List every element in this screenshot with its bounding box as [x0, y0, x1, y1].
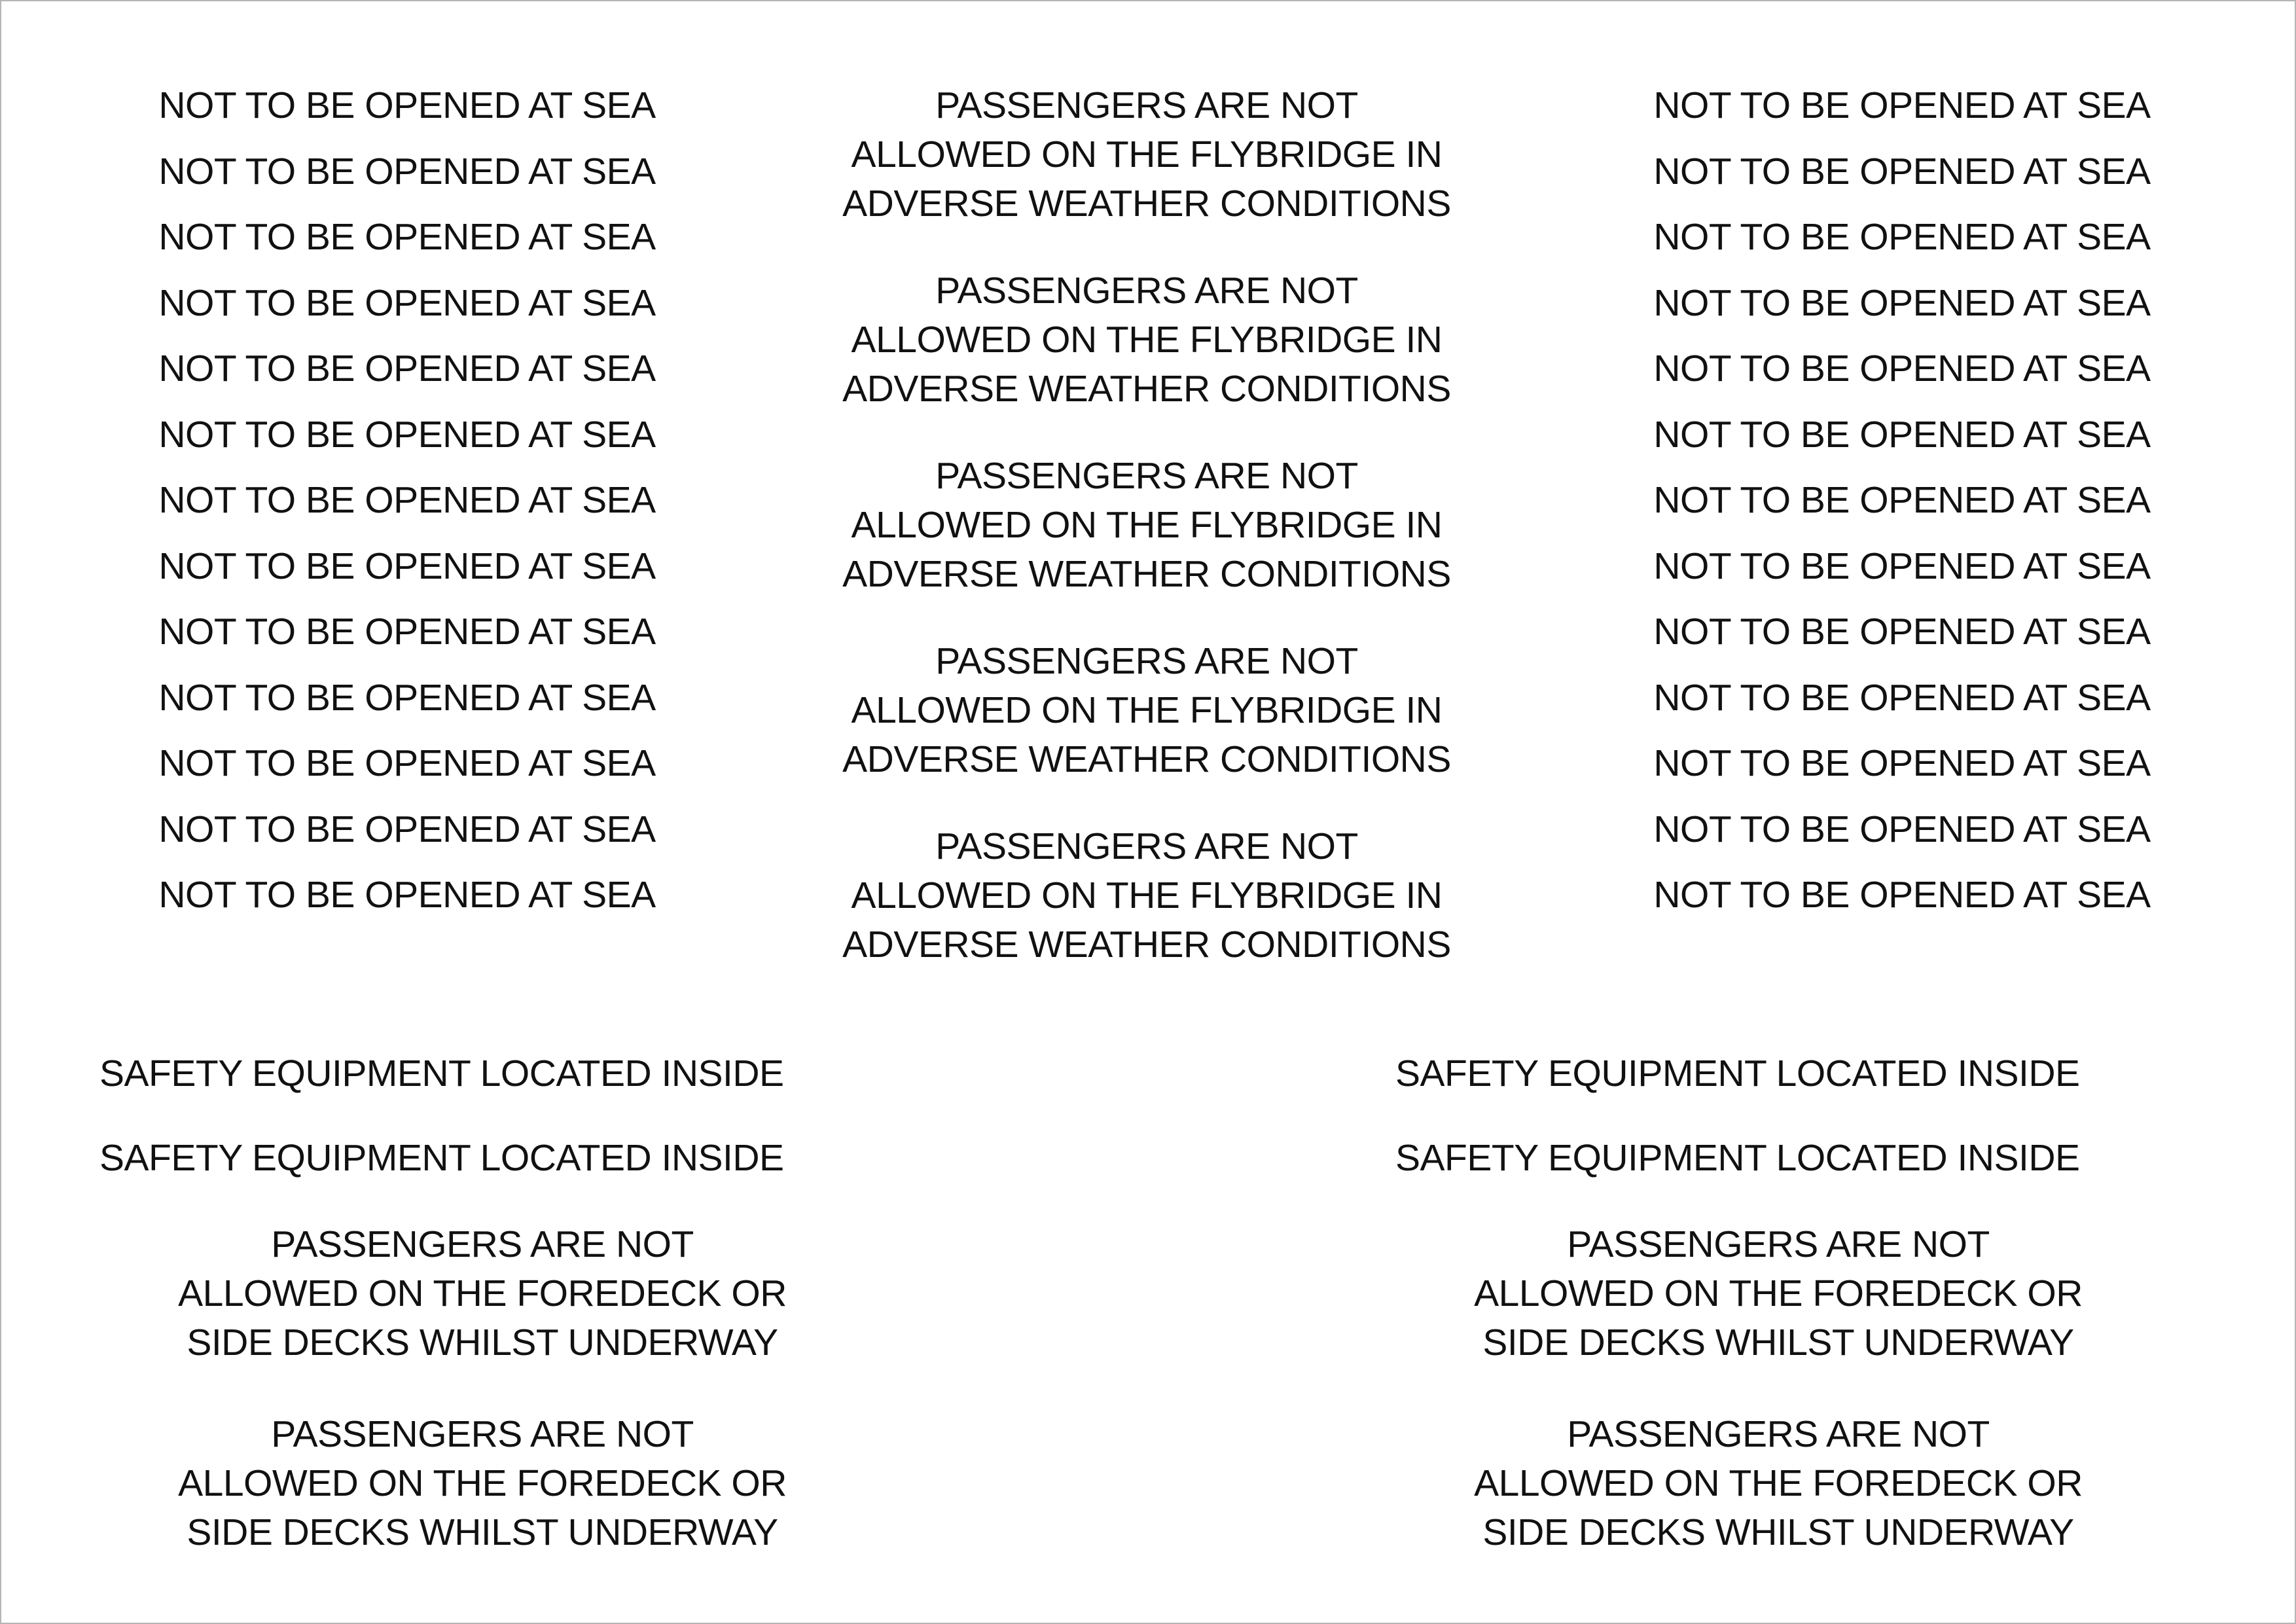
- flybridge-label-line: ADVERSE WEATHER CONDITIONS: [842, 183, 1451, 225]
- foredeck-label: [99, 1410, 865, 1600]
- safety-labels-left: [99, 1049, 784, 1218]
- sea-label: NOT TO BE OPENED AT SEA: [158, 348, 656, 389]
- sea-label: NOT TO BE OPENED AT SEA: [158, 216, 656, 258]
- flybridge-label-line: ALLOWED ON THE FLYBRIDGE IN: [851, 875, 1443, 916]
- sea-label: NOT TO BE OPENED AT SEA: [1653, 150, 2151, 192]
- sea-label: NOT TO BE OPENED AT SEA: [1653, 676, 2151, 719]
- flybridge-label-line: PASSENGERS ARE NOT: [935, 825, 1358, 867]
- flybridge-label-line: ALLOWED ON THE FLYBRIDGE IN: [851, 319, 1443, 361]
- sea-label: NOT TO BE OPENED AT SEA: [158, 413, 656, 456]
- flybridge-label: [747, 81, 1546, 266]
- foredeck-label-line: PASSENGERS ARE NOT: [271, 1223, 694, 1265]
- sea-label: NOT TO BE OPENED AT SEA: [158, 742, 656, 784]
- sea-label: NOT TO BE OPENED AT SEA: [1653, 742, 2151, 784]
- foredeck-label: [1395, 1410, 2161, 1600]
- flybridge-label-line: ADVERSE WEATHER CONDITIONS: [842, 368, 1451, 410]
- sea-label: NOT TO BE OPENED AT SEA: [1653, 545, 2151, 587]
- flybridge-label: [747, 822, 1546, 1007]
- flybridge-label: [747, 266, 1546, 452]
- sea-label: NOT TO BE OPENED AT SEA: [158, 874, 656, 916]
- safety-label: SAFETY EQUIPMENT LOCATED INSIDE: [99, 1053, 784, 1094]
- safety-labels-right: [1395, 1049, 2080, 1218]
- sea-label: NOT TO BE OPENED AT SEA: [158, 281, 656, 324]
- foredeck-labels-right: [1395, 1220, 2161, 1600]
- flybridge-label-line: PASSENGERS ARE NOT: [935, 640, 1358, 682]
- flybridge-label-line: ADVERSE WEATHER CONDITIONS: [842, 553, 1451, 595]
- sea-label: NOT TO BE OPENED AT SEA: [1653, 611, 2151, 653]
- flybridge-label-line: ADVERSE WEATHER CONDITIONS: [842, 738, 1451, 780]
- foredeck-label-line: SIDE DECKS WHILST UNDERWAY: [1482, 1322, 2074, 1363]
- foredeck-label: [99, 1220, 865, 1410]
- foredeck-label-line: ALLOWED ON THE FOREDECK OR: [1474, 1272, 2083, 1314]
- sea-labels-right: [1496, 81, 2296, 937]
- foredeck-label-line: PASSENGERS ARE NOT: [1567, 1223, 1990, 1265]
- sea-label: NOT TO BE OPENED AT SEA: [1653, 348, 2151, 389]
- flybridge-label: [747, 637, 1546, 822]
- sea-label: NOT TO BE OPENED AT SEA: [158, 84, 656, 126]
- sea-label: NOT TO BE OPENED AT SEA: [1653, 281, 2151, 324]
- sea-label: NOT TO BE OPENED AT SEA: [158, 611, 656, 653]
- foredeck-label-line: SIDE DECKS WHILST UNDERWAY: [187, 1511, 778, 1553]
- safety-label: SAFETY EQUIPMENT LOCATED INSIDE: [99, 1137, 784, 1179]
- sea-label: NOT TO BE OPENED AT SEA: [1653, 84, 2151, 126]
- sea-label: NOT TO BE OPENED AT SEA: [1653, 216, 2151, 258]
- flybridge-label-line: ADVERSE WEATHER CONDITIONS: [842, 924, 1451, 965]
- foredeck-label-line: PASSENGERS ARE NOT: [271, 1413, 694, 1455]
- safety-label: SAFETY EQUIPMENT LOCATED INSIDE: [1395, 1053, 2080, 1094]
- sea-label: NOT TO BE OPENED AT SEA: [1653, 874, 2151, 916]
- sea-label: NOT TO BE OPENED AT SEA: [158, 150, 656, 192]
- foredeck-label: [1395, 1220, 2161, 1410]
- foredeck-labels-left: [99, 1220, 865, 1600]
- flybridge-label-line: PASSENGERS ARE NOT: [935, 455, 1358, 497]
- foredeck-label-line: ALLOWED ON THE FOREDECK OR: [1474, 1462, 2083, 1504]
- sea-label: NOT TO BE OPENED AT SEA: [1653, 479, 2151, 521]
- sea-label: NOT TO BE OPENED AT SEA: [158, 808, 656, 850]
- flybridge-label-line: ALLOWED ON THE FLYBRIDGE IN: [851, 689, 1443, 731]
- foredeck-label-line: ALLOWED ON THE FOREDECK OR: [178, 1272, 787, 1314]
- sea-label: NOT TO BE OPENED AT SEA: [158, 545, 656, 587]
- safety-label: SAFETY EQUIPMENT LOCATED INSIDE: [1395, 1137, 2080, 1179]
- sea-label: NOT TO BE OPENED AT SEA: [1653, 808, 2151, 850]
- flybridge-label: [747, 452, 1546, 637]
- foredeck-label-line: PASSENGERS ARE NOT: [1567, 1413, 1990, 1455]
- foredeck-label-line: SIDE DECKS WHILST UNDERWAY: [187, 1322, 778, 1363]
- flybridge-label-line: ALLOWED ON THE FLYBRIDGE IN: [851, 134, 1443, 175]
- sea-label: NOT TO BE OPENED AT SEA: [158, 479, 656, 521]
- flybridge-label-line: PASSENGERS ARE NOT: [935, 270, 1358, 312]
- flybridge-labels: [747, 81, 1546, 1007]
- flybridge-label-line: PASSENGERS ARE NOT: [935, 84, 1358, 126]
- foredeck-label-line: SIDE DECKS WHILST UNDERWAY: [1482, 1511, 2074, 1553]
- sea-labels-left: [1, 81, 813, 937]
- sea-label: NOT TO BE OPENED AT SEA: [1653, 413, 2151, 456]
- flybridge-label-line: ALLOWED ON THE FLYBRIDGE IN: [851, 504, 1443, 546]
- foredeck-label-line: ALLOWED ON THE FOREDECK OR: [178, 1462, 787, 1504]
- sea-label: NOT TO BE OPENED AT SEA: [158, 676, 656, 719]
